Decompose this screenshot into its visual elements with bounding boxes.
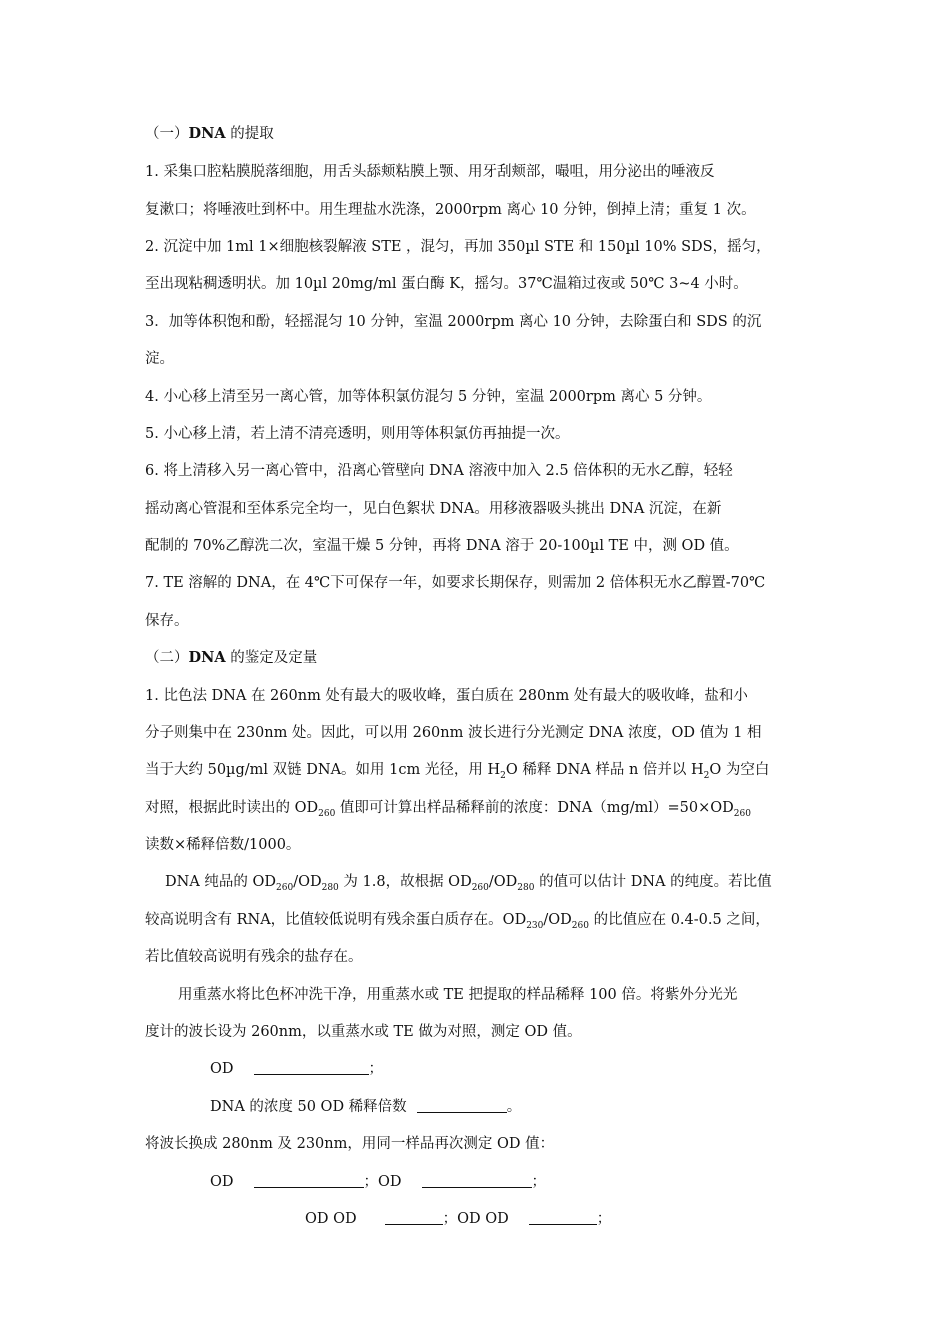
quant-line: 对照，根据此时读出的 $OD_{260}$ 值即可计算出样品稀释前的浓度：$DNA(mg/ml)=50\times OD_{260}$ [145, 800, 751, 819]
quant-line: 1. 比色法 DNA 在 260nm 处有最大的吸收峰，蛋白质在 280nm 处有最大的吸收峰，盐和小 [145, 688, 748, 704]
procedure-line: 度计的波长设为 260nm，以重蒸水或 TE 做为对照，测定 OD 值。 [145, 1024, 582, 1040]
od-fill-line: OD ； [210, 1061, 384, 1077]
extraction-step-line: 3．加等体积饱和酚，轻摇混匀 10 分钟，室温 2000rpm 离心 10 分钟，去除蛋白和 SDS 的沉 [145, 314, 762, 330]
section-heading-quantification: （二）DNA 的鉴定及定量 [145, 649, 318, 666]
dilution-factor-blank[interactable] [417, 1098, 507, 1113]
extraction-step-line: 6. 将上清移入另一离心管中，沿离心管壁向 DNA 溶液中加入 2.5 倍体积的无水乙醇，轻轻 [145, 463, 733, 479]
od-260-blank[interactable] [254, 1060, 369, 1075]
extraction-step-line: 4. 小心移上清至另一离心管，加等体积氯仿混匀 5 分钟，室温 2000rpm 离心 5 分钟。 [145, 389, 712, 405]
ratio-fill-line: OD OD ；OD OD ； [305, 1211, 612, 1227]
purity-line: 若比值较高说明有残余的盐存在。 [145, 949, 363, 965]
extraction-step-line: 1. 采集口腔粘膜脱落细胞，用舌头舔颊粘膜上颚、用牙刮颊部，嘬咀，用分泌出的唾液反 [145, 164, 715, 180]
ratio-260-280-blank[interactable] [385, 1210, 443, 1225]
extraction-step-line: 2. 沉淀中加 1ml 1×细胞核裂解液 STE ，混匀，再加 350µl STE 和 150µl 10% SDS，摇匀， [145, 239, 771, 255]
quant-line: 分子则集中在 230nm 处。因此，可以用 260nm 波长进行分光测定 DNA 浓度，OD 值为 1 相 [145, 725, 762, 741]
extraction-step-line: 复漱口；将唾液吐到杯中。用生理盐水洗涤，2000rpm 离心 10 分钟，倒掉上清；重复 1 次。 [145, 202, 756, 218]
od-280-blank[interactable] [254, 1173, 364, 1188]
extraction-step-line: 5. 小心移上清，若上清不清亮透明，则用等体积氯仿再抽提一次。 [145, 426, 570, 442]
extraction-step-line: 7. TE 溶解的 DNA，在 4℃下可保存一年，如要求长期保存，则需加 2 倍体积无水乙醇置-70℃ [145, 575, 766, 591]
od-fill-line: OD ；OD ； [210, 1174, 547, 1190]
procedure-line: 用重蒸水将比色杯冲洗干净，用重蒸水或 TE 把提取的样品稀释 100 倍。将紫外分光光 [178, 987, 738, 1003]
extraction-step-line: 配制的 70%乙醇洗二次，室温干燥 5 分钟，再将 DNA 溶于 20-100µl TE 中，测 OD 值。 [145, 538, 739, 554]
procedure-line: 将波长换成 280nm 及 230nm，用同一样品再次测定 OD 值： [145, 1136, 555, 1152]
extraction-step-line: 淀。 [145, 351, 174, 367]
concentration-fill-line: DNA 的浓度 50 OD 稀释倍数 。 [210, 1099, 522, 1115]
quant-line: 当于大约 50µg/ml 双链 DNA。如用 1cm 光径，用 $H_2O$ 稀释 DNA 样品 n 倍并以 $H_2O$ 为空白 [145, 762, 770, 781]
extraction-step-line: 保存。 [145, 613, 189, 629]
od-230-blank[interactable] [422, 1173, 532, 1188]
extraction-step-line: 至出现粘稠透明状。加 10µl 20mg/ml 蛋白酶 K，摇匀。37℃温箱过夜或 50℃ 3~4 小时。 [145, 276, 748, 292]
section-heading-extraction: （一）DNA 的提取 [145, 125, 274, 142]
purity-line: 较高说明含有 RNA，比值较低说明有残余蛋白质存在。$OD_{230}/OD_{260}$ 的比值应在 0.4-0.5 之间， [145, 912, 770, 931]
ratio-230-260-blank[interactable] [529, 1210, 597, 1225]
purity-line: DNA 纯品的 $OD_{260}/OD_{280}$ 为 1.8，故根据 $OD_{260}/OD_{280}$ 的值可以估计 DNA 的纯度。若比值 [165, 874, 772, 893]
extraction-step-line: 摇动离心管混和至体系完全均一，见白色絮状 DNA。用移液器吸头挑出 DNA 沉淀，在新 [145, 501, 722, 517]
quant-line: 读数×稀释倍数/1000。 [145, 837, 301, 853]
